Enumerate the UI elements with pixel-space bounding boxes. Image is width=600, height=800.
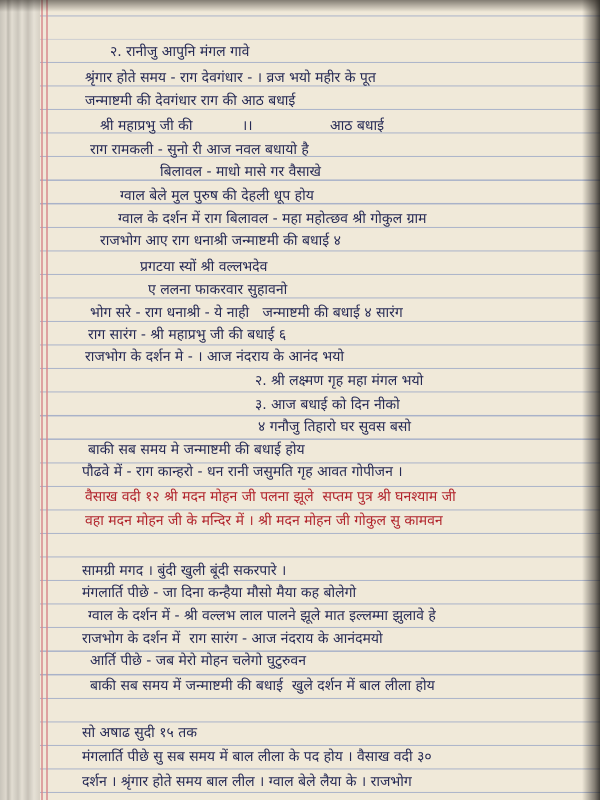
text-line: राजभोग आए राग धनाश्री जन्माष्टमी की बधाई ४ — [100, 233, 341, 249]
page-edge-top — [0, 0, 600, 12]
text-line: मंगलार्ति पीछे सु सब समय में बाल लीला के पद होय । वैसाख वदी ३० — [82, 749, 432, 765]
text-line: २. श्री लक्ष्मण गृह महा मंगल भयो — [255, 373, 424, 389]
text-line: ३. आज बधाई को दिन नीको — [255, 397, 400, 413]
text-line: राग रामकली - सुनो री आज नवल बधायो है — [90, 142, 309, 158]
text-line: बाकी सब समय मे जन्माष्टमी की बधाई होय — [88, 442, 305, 458]
text-line: २. रानीजु आपुनि मंगल गावे — [110, 44, 250, 60]
text-line — [85, 700, 584, 720]
page-edge-left — [0, 0, 40, 800]
text-line: ग्वाल के दर्शन में - श्री वल्लभ लाल पालने झूले मात इल्लम्मा झुलावे हे — [88, 608, 436, 624]
text-line: भोग सरे - राग धनाश्री - ये नाही जन्माष्टमी की बधाई ४ सारंग — [90, 305, 403, 321]
text-line: श्री महाप्रभु जी की — [100, 118, 193, 134]
text-line-red: वैसाख वदी १२ श्री मदन मोहन जी पलना झूले सप्तम पुत्र श्री घनश्याम जी — [85, 489, 456, 505]
text-line: ग्वाल के दर्शन में राग बिलावल - महा महोत्छव श्री गोकुल ग्राम — [118, 211, 427, 227]
text-line: पौढवे में - राग कान्हरो - धन रानी जसुमति गृह आवत गोपीजन । — [82, 464, 403, 480]
text-line: श्रृंगार होते समय - राग देवगंधार - । व्रज भयो महीर के पूत — [85, 70, 376, 86]
text-line: प्रगटया स्यों श्री वल्लभदेव — [140, 259, 268, 275]
text-line: ।। — [242, 118, 253, 134]
text-line: सामग्री मगद । बुंदी खुली बूंदी सकरपारे । — [82, 563, 287, 579]
text-line: ४ गनौजु तिहारो घर सुवस बसो — [258, 419, 412, 435]
text-line: दर्शन । श्रृंगार होते समय बाल लील । ग्वाल बेले लैया के । राजभोग — [82, 774, 412, 790]
text-line-red: वहा मदन मोहन जी के मन्दिर में । श्री मदन मोहन जी गोकुल सु कामवन — [85, 513, 443, 529]
text-line: बिलावल - माधो मासे गर वैसाखे — [160, 164, 321, 180]
text-line: राजभोग के दर्शन मे - । आज नंदराय के आनंद भयो — [85, 349, 345, 365]
text-line: आर्ति पीछे - जब मेरो मोहन चलेगो घुटुरुवन — [90, 653, 306, 669]
text-line: बाकी सब समय में जन्माष्टमी की बधाई खुले दर्शन में बाल लीला होय — [90, 678, 435, 694]
text-line: सो अषाढ सुदी १५ तक — [82, 725, 198, 741]
text-line: राजभोग के दर्शन में राग सारंग - आज नंदराय के आनंदमयो — [82, 631, 383, 647]
text-line — [85, 536, 584, 556]
text-line: जन्माष्टमी की देवगंधार राग की आठ बधाई — [85, 93, 296, 109]
page-edge-right — [582, 0, 600, 800]
margin-line — [41, 0, 43, 800]
text-line: आठ बधाई — [330, 118, 384, 134]
text-line: ग्वाल बेले मुल पुरुष की देहली धूप होय — [120, 188, 314, 204]
text-line: ए ललना फाकरवार सुहावनो — [148, 282, 288, 298]
text-line: राग सारंग - श्री महाप्रभु जी की बधाई ६ — [88, 327, 287, 343]
margin-line — [46, 0, 48, 800]
text-line: मंगलार्ति पीछे - जा दिना कन्हैया मौसो मैया कह बोलेगो — [82, 585, 357, 601]
